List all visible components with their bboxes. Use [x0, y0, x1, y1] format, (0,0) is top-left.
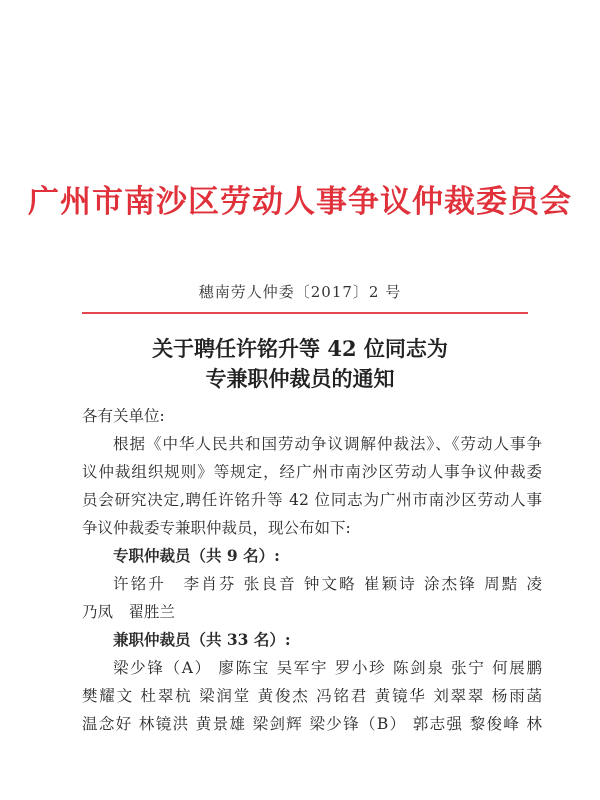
organization-header: 广州市南沙区劳动人事争议仲裁委员会 — [28, 184, 572, 220]
red-divider-line — [82, 312, 528, 314]
paragraph-line-4: 争议仲裁委专兼职仲裁员，现公布如下: — [82, 519, 351, 537]
parttime-heading: 兼职仲裁员（共 33 名）: — [113, 630, 291, 649]
parttime-names-line-1: 梁少锋（A） 廖陈宝 吴军宇 罗小珍 陈剑泉 张宁 何展鹏 — [113, 659, 542, 677]
salutation: 各有关单位: — [82, 407, 165, 425]
parttime-names-line-3: 温念好 林镜洪 黄景雄 梁剑辉 梁少锋（B） 郭志强 黎俊峰 林 — [82, 715, 542, 733]
parttime-names-line-2: 樊耀文 杜翠杭 梁润堂 黄俊杰 冯铭君 黄镜华 刘翠翠 杨雨菡 — [82, 687, 542, 705]
document-title — [0, 334, 600, 394]
paragraph-line-3: 员会研究决定,聘任许铭升等 42 位同志为广州市南沙区劳动人事 — [82, 491, 542, 509]
fulltime-names-line-1: 许铭升 李肖芬 张良音 钟文略 崔颖诗 涂杰锋 周黠 凌 — [113, 575, 542, 593]
title-line-1: 关于聘任许铭升等 42 位同志为 — [152, 336, 448, 361]
document-body — [82, 402, 542, 738]
title-line-2: 专兼职仲裁员的通知 — [205, 366, 395, 391]
paragraph-line-2: 议仲裁组织规则》等规定，经广州市南沙区劳动人事争议仲裁委 — [82, 463, 542, 481]
document-number: 穗南劳人仲委〔2017〕2 号 — [198, 283, 402, 301]
fulltime-names-line-2: 乃凤 翟胜兰 — [82, 603, 176, 621]
fulltime-heading: 专职仲裁员（共 9 名）: — [113, 546, 280, 565]
paragraph-line-1: 根据《中华人民共和国劳动争议调解仲裁法》、《劳动人事争 — [113, 435, 542, 453]
